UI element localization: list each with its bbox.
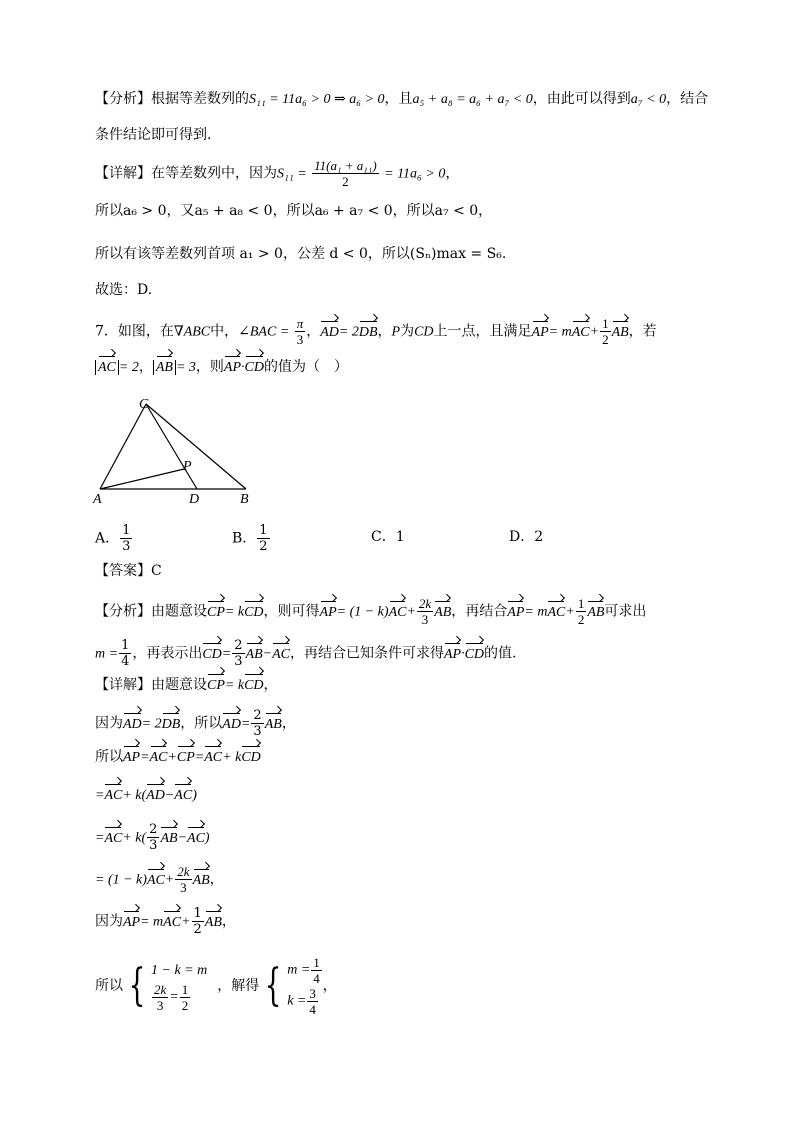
analysis-1-line-2: 条件结论即可得到.: [95, 127, 212, 143]
segment-ap: [100, 469, 184, 489]
detail-1-line-1: 【详解】在等差数列中，因为S₁₁ = $\frac{\text{11(a₁ + a₁₁)}}{2}$ = 11a₆ > 0，: [95, 158, 460, 189]
option-a: A． $\frac{1}{3}$: [95, 523, 131, 554]
triangle-figure: [90, 392, 260, 507]
detail-2-line-2: 因为AD= 2DB，所以AD= $\frac{2}{3}$ AB，: [95, 708, 296, 739]
option-b: B． $\frac{1}{2}$: [232, 523, 268, 554]
answer-line: [95, 560, 162, 582]
fraction: $\frac{\text{11(a₁ + a₁₁)}}{2}$: [314, 158, 377, 189]
detail-1-line-2: 所以a₆ > 0，又a₅ + a₈ < 0，所以a₆ + a₇ < 0，所以a₇ < 0，: [95, 203, 493, 219]
detail-2-line-4: =AC+ k(AD−AC): [95, 784, 197, 807]
analysis-1-line-1: 【分析】根据等差数列的S₁₁ = 11a₆ > 0 ⇒ a₆ > 0，且a₅ + a₈ = a₆ + a₇ < 0，由此可以得到a₇ < 0，结合: [95, 91, 709, 107]
detail-1-line-3: 所以有该等差数列首项 a₁ > 0，公差 d < 0，所以(Sₙ)max = S₆.: [95, 246, 507, 262]
detail-2-line-5: =AC+ k( $\frac{2}{3}$ AB−AC): [95, 822, 210, 853]
label-a: A: [93, 492, 102, 507]
label-c: C: [139, 397, 149, 412]
analysis-2-line-1: 【分析】由题意设CP= kCD，则可得AP= (1 − k)AC+ $\frac{2k}{3}$ AB，再结合AP= mAC+ $\frac{1}{2}$ AB可求出: [95, 596, 647, 627]
analysis-2-line-2: m = $\frac{1}{4}$ ，再表示出CD= $\frac{2}{3}$ AB−AC，再结合已知条件可求得AP·CD的值.: [95, 638, 517, 669]
question-number: 7．: [95, 323, 118, 340]
question-7-line-2: AC = 2， AB = 3，则AP·CD的值为（ ）: [95, 356, 348, 379]
solution-system: m = $\frac{1}{4}$ k = $\frac{3}{4}$: [287, 955, 320, 1017]
side-cb: [146, 404, 246, 489]
answer-value: C: [151, 563, 162, 579]
option-d: D．2: [509, 529, 544, 545]
analysis-tag: 【分析】: [95, 91, 151, 107]
left-brace: {: [264, 960, 282, 1011]
label-d: D: [189, 492, 200, 507]
detail-1-answer: 故选：D.: [95, 282, 153, 298]
detail-2-line-7: 因为AP= mAC+ $\frac{1}{2}$ AB，: [95, 906, 236, 937]
label-p: P: [183, 459, 192, 474]
left-brace: {: [128, 960, 146, 1011]
detail-2-line-3: 所以AP=AC+CP=AC+ kCD: [95, 746, 261, 769]
answer-tag: 【答案】: [95, 563, 151, 579]
detail-2-line-1: 【详解】由题意设CP= kCD，: [95, 674, 278, 697]
detail-tag: 【详解】: [95, 165, 151, 182]
detail-2-line-6: = (1 − k)AC+ $\frac{2k}{3}$ AB，: [95, 864, 224, 895]
question-7-line-1: 7．如图，在∇ABC中，∠BAC = $\frac{\pi}{3}$ ，AD= 2DB，P为CD上一点，且满足AP= mAC+ $\frac{1}{2}$ AB，若: [95, 316, 657, 347]
detail-2-line-8: 所以 { 1 − k = m $\frac{2k}{3}$ = $\frac{1}{2}$ ，解得 { m = $\frac{1}{4}$ k = $\frac{3}{4}$ ，: [95, 955, 337, 1017]
label-b: B: [240, 492, 249, 507]
equation-system: 1 − k = m $\frac{2k}{3}$ = $\frac{1}{2}$: [151, 962, 208, 1013]
side-ac: [100, 404, 146, 489]
option-c: C．1: [371, 529, 405, 545]
